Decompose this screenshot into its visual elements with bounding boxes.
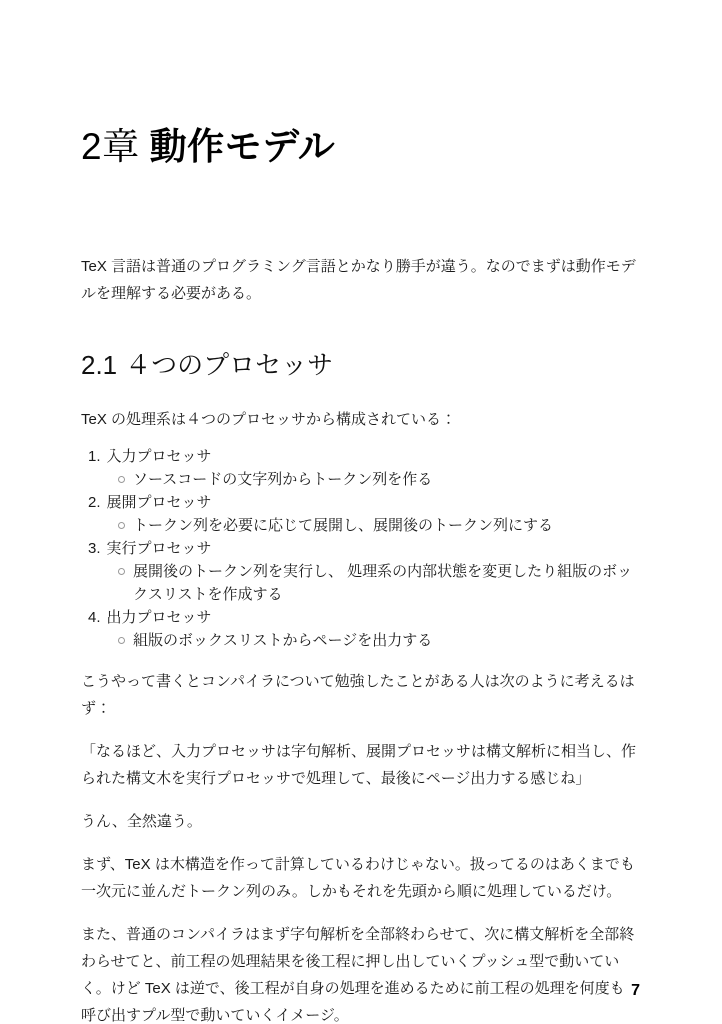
list-item-label <box>81 445 639 468</box>
list-item <box>81 445 639 491</box>
intro-paragraph: TeX 言語は普通のプログラミング言語とかなり勝手が違う。なのでまずは動作モデルを理解する必要がある。 <box>81 257 636 302</box>
circle-bullet-icon <box>118 637 125 644</box>
list-subitem <box>81 468 639 491</box>
list-item-number: 2. <box>88 493 101 511</box>
page-content <box>81 0 639 1024</box>
processor-name: 入力プロセッサ <box>106 447 212 465</box>
lead-paragraph: TeX の処理系は４つのプロセッサから構成されている： <box>81 410 457 428</box>
chapter-number: 2章 <box>81 126 140 167</box>
processor-name: 出力プロセッサ <box>106 608 212 626</box>
list-item-label <box>81 491 639 514</box>
processor-name: 実行プロセッサ <box>106 539 212 557</box>
list-item <box>81 606 639 652</box>
list-subitem <box>81 514 639 537</box>
list-item <box>81 491 639 537</box>
processor-list <box>81 445 639 652</box>
processor-detail: ソースコードの文字列からトークン列を作る <box>133 470 433 488</box>
processor-name: 展開プロセッサ <box>106 493 212 511</box>
processor-detail: 組版のボックスリストからページを出力する <box>133 631 433 649</box>
section-heading <box>81 351 639 380</box>
list-item <box>81 537 639 606</box>
body-paragraph: こうやって書くとコンパイラについて勉強したことがある人は次のように考えるはず： <box>81 672 635 717</box>
body-paragraph: うん、全然違う。 <box>81 812 202 830</box>
circle-bullet-icon <box>118 476 125 483</box>
body-paragraph: まず、TeX は木構造を作って計算しているわけじゃない。扱ってるのはあくまでも一次元に並んだトークン列のみ。しかもそれを先頭から順に処理しているだけ。 <box>81 855 635 900</box>
chapter-heading <box>81 128 639 167</box>
list-item-number: 1. <box>88 447 101 465</box>
quote-paragraph: 「なるほど、入力プロセッサは字句解析、展開プロセッサは構文解析に相当し、作られた構文木を実行プロセッサで処理して、最後にページ出力する感じね」 <box>81 742 637 787</box>
section-number: 2.1 <box>81 349 118 380</box>
page-number: 7 <box>631 982 640 999</box>
list-item-label <box>81 606 639 629</box>
list-subitem <box>81 629 639 652</box>
circle-bullet-icon <box>118 568 125 575</box>
list-subitem <box>81 560 639 606</box>
body-paragraph: また、普通のコンパイラはまず字句解析を全部終わらせて、次に構文解析を全部終わらせてと、前工程の処理結果を後工程に押し出していくプッシュ型で動いていく。けど TeX は逆で、後工程が自身の処理を進めるために前工程の処理を何度も呼び出すプル型で動いていくイメージ。 <box>81 925 635 1024</box>
processor-detail: トークン列を必要に応じて展開し、展開後のトークン列にする <box>133 516 554 534</box>
list-item-number: 4. <box>88 608 101 626</box>
section-title: ４つのプロセッサ <box>125 349 334 380</box>
processor-detail: 展開後のトークン列を実行し、 処理系の内部状態を変更したり組版のボックスリストを作成する <box>133 562 633 603</box>
circle-bullet-icon <box>118 522 125 529</box>
chapter-title: 動作モデル <box>149 126 336 167</box>
list-item-number: 3. <box>88 539 101 557</box>
list-item-label <box>81 537 639 560</box>
